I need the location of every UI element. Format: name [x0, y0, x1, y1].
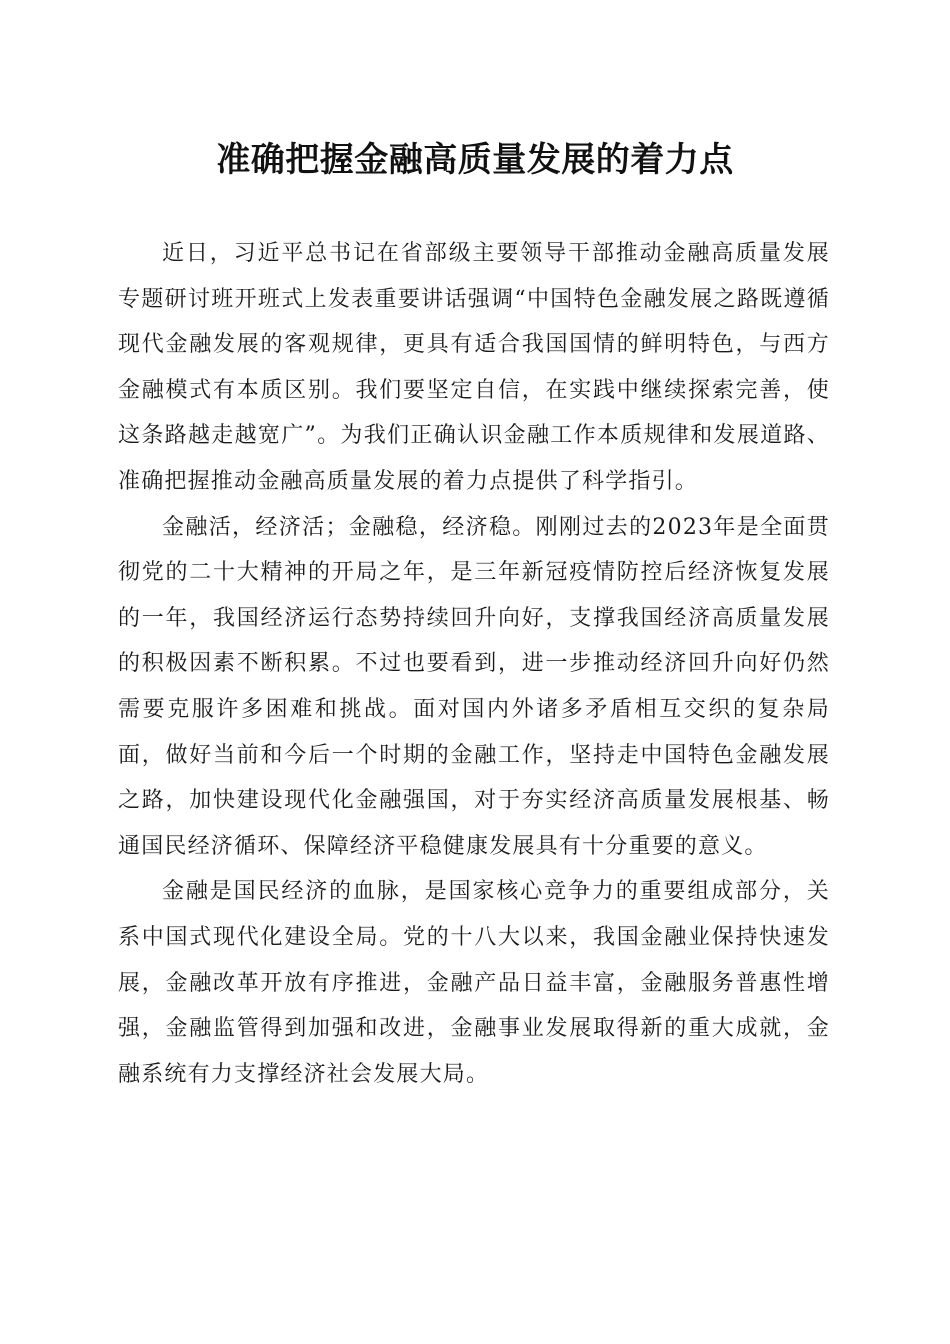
document-body	[118, 231, 830, 1097]
paragraph-1: 近日，习近平总书记在省部级主要领导干部推动金融高质量发展专题研讨班开班式上发表重要讲话强调“中国特色金融发展之路既遵循现代金融发展的客观规律，更具有适合我国国情的鲜明特色，与西方金融模式有本质区别。我们要坚定自信，在实践中继续探索完善，使这条路越走越宽广”。为我们正确认识金融工作本质规律和发展道路、准确把握推动金融高质量发展的着力点提供了科学指引。	[118, 241, 830, 494]
paragraph-2: 金融活，经济活；金融稳，经济稳。刚刚过去的2023年是全面贯彻党的二十大精神的开局之年，是三年新冠疫情防控后经济恢复发展的一年，我国经济运行态势持续回升向好，支撑我国经济高质量发展的积极因素不断积累。不过也要看到，进一步推动经济回升向好仍然需要克服许多困难和挑战。面对国内外诸多矛盾相互交织的复杂局面，做好当前和今后一个时期的金融工作，坚持走中国特色金融发展之路，加快建设现代化金融强国，对于夯实经济高质量发展根基、畅通国民经济循环、保障经济平稳健康发展具有十分重要的意义。	[118, 514, 830, 859]
paragraph-3: 金融是国民经济的血脉，是国家核心竞争力的重要组成部分，关系中国式现代化建设全局。党的十八大以来，我国金融业保持快速发展，金融改革开放有序推进，金融产品日益丰富，金融服务普惠性增强，金融监管得到加强和改进，金融事业发展取得新的重大成就，金融系统有力支撑经济社会发展大局。	[118, 879, 830, 1087]
document-title: 准确把握金融高质量发展的着力点	[216, 140, 734, 180]
